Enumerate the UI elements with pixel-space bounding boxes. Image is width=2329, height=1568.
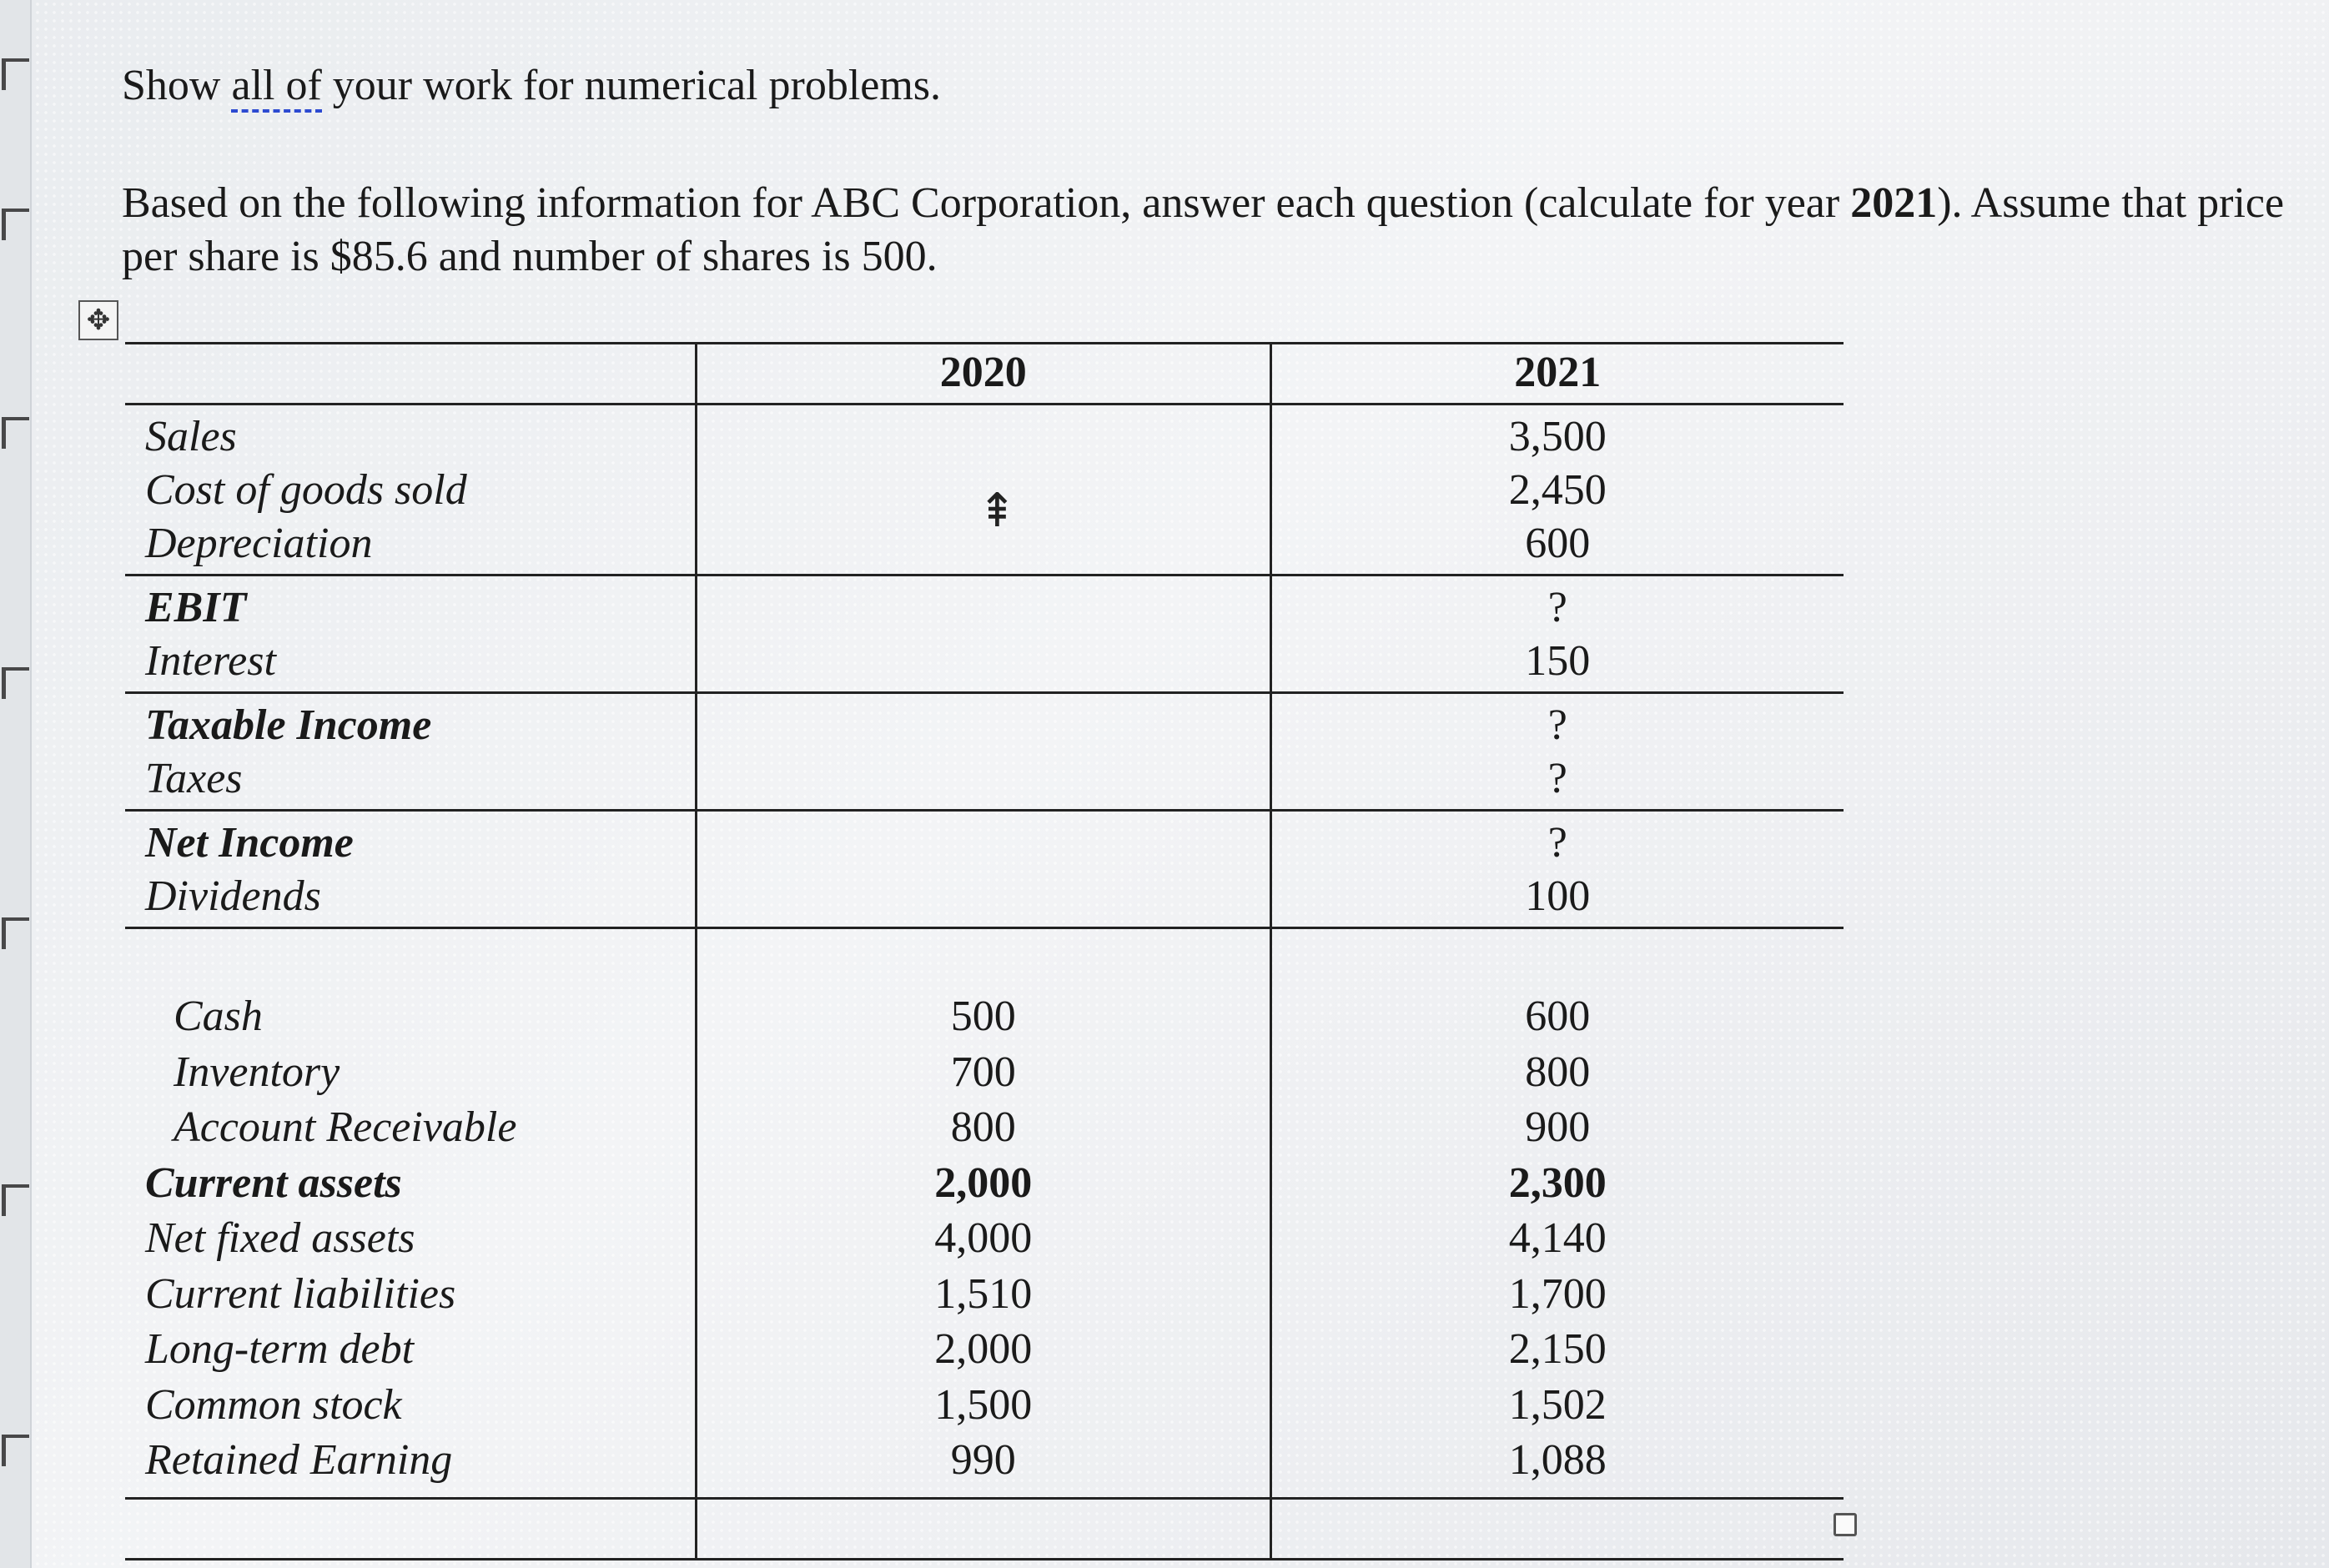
income-group-row <box>125 693 1844 811</box>
row-label: Sales <box>145 413 237 460</box>
balance-sheet-row <box>125 928 1844 1499</box>
row-label: Cost of goods sold <box>145 466 467 514</box>
balance-row-label: Account Receivable <box>174 1103 517 1151</box>
value-2020 <box>697 817 1269 870</box>
row-label: EBIT <box>145 584 247 631</box>
balance-value-2021: 600 <box>1525 993 1591 1040</box>
balance-row-label: Inventory <box>174 1048 340 1096</box>
value-2020 <box>697 752 1269 806</box>
balance-row-label: Common stock <box>145 1380 402 1429</box>
balance-value-2020: 500 <box>950 993 1016 1040</box>
label-cell[interactable] <box>125 693 697 811</box>
balance-value-2020: 1,510 <box>934 1269 1033 1318</box>
balance-sheet-section <box>125 928 1844 1499</box>
balance-value-2021: 1,502 <box>1508 1380 1607 1429</box>
balance-row-label: Current assets <box>145 1158 402 1207</box>
row-label: Interest <box>145 637 276 685</box>
value-2021: 150 <box>1525 637 1591 685</box>
value-cell-2021[interactable] <box>1270 811 1844 928</box>
row-label: Taxes <box>145 755 243 802</box>
empty-trailing-row <box>125 1498 1844 1559</box>
value-cell-2021[interactable] <box>1270 575 1844 693</box>
balance-value-2020: 800 <box>950 1103 1016 1151</box>
balance-value-2020: 1,500 <box>934 1380 1033 1429</box>
instruction-text: Show all of your work for numerical problems. <box>122 60 941 112</box>
label-cell[interactable] <box>125 575 697 693</box>
row-label: Net Income <box>145 819 354 867</box>
income-group-row <box>125 811 1844 928</box>
value-2021: ? <box>1547 701 1567 749</box>
table-header-row <box>125 344 1844 405</box>
value-2020 <box>697 635 1269 688</box>
balance-row-label: Net fixed assets <box>145 1214 415 1262</box>
balance-row-label: Current liabilities <box>145 1269 456 1318</box>
balance-label-cell[interactable] <box>125 928 697 1499</box>
value-2021: ? <box>1547 755 1567 802</box>
value-2021: ? <box>1547 584 1567 631</box>
value-cell-2021[interactable] <box>1270 405 1844 575</box>
value-2021: ? <box>1547 819 1567 867</box>
income-statement-section <box>125 405 1844 928</box>
row-label: Dividends <box>145 872 321 920</box>
adjacent-window-edge <box>0 0 32 1568</box>
row-label: Depreciation <box>145 520 373 567</box>
value-2020 <box>697 870 1269 923</box>
value-2021: 3,500 <box>1508 413 1607 460</box>
balance-value-cell-2021[interactable] <box>1270 928 1844 1499</box>
value-cell-2020[interactable] <box>697 693 1270 811</box>
balance-value-2021: 900 <box>1525 1103 1591 1151</box>
cell-cursor-icon: ⇞ <box>978 484 1017 538</box>
balance-value-cell-2020[interactable] <box>697 928 1270 1499</box>
row-label: Taxable Income <box>145 701 432 749</box>
label-cell[interactable] <box>125 405 697 575</box>
income-group-row <box>125 575 1844 693</box>
value-cell-2020[interactable] <box>697 811 1270 928</box>
value-2021: 2,450 <box>1508 466 1607 514</box>
balance-value-2021: 2,300 <box>1508 1158 1607 1207</box>
balance-value-2020: 2,000 <box>934 1325 1033 1373</box>
value-cell-2020[interactable] <box>697 575 1270 693</box>
balance-value-2020: 700 <box>950 1048 1016 1096</box>
balance-value-2021: 4,140 <box>1508 1214 1607 1262</box>
label-cell[interactable] <box>125 811 697 928</box>
question-prompt: Based on the following information for ABC Corporation, answer each question (calculate for year 2021). Assume that price per share is $85.6 and number of shares is 500. <box>122 179 2285 280</box>
value-2020 <box>697 699 1269 752</box>
spellcheck-underline: all of <box>231 62 321 113</box>
balance-value-2021: 2,150 <box>1508 1325 1607 1373</box>
table-resize-handle-icon[interactable] <box>1834 1513 1857 1536</box>
value-2021: 100 <box>1525 872 1591 920</box>
balance-value-2021: 1,700 <box>1508 1269 1607 1318</box>
balance-row-label: Retained Earning <box>145 1436 453 1484</box>
table-move-handle-icon[interactable]: ✥ <box>78 300 118 340</box>
value-cell-2021[interactable] <box>1270 693 1844 811</box>
value-2020 <box>697 410 1269 464</box>
value-2021: 600 <box>1525 520 1591 567</box>
header-year-2021: 2021 <box>1270 344 1844 405</box>
balance-value-2021: 800 <box>1525 1048 1591 1096</box>
balance-row-label: Cash <box>174 993 263 1040</box>
balance-value-2021: 1,088 <box>1508 1436 1607 1484</box>
value-2020 <box>697 581 1269 635</box>
balance-value-2020: 4,000 <box>934 1214 1033 1262</box>
balance-row-label: Long-term debt <box>145 1325 415 1373</box>
header-label-column <box>125 344 697 405</box>
balance-value-2020: 990 <box>950 1436 1016 1484</box>
balance-value-2020: 2,000 <box>934 1158 1033 1207</box>
header-year-2020: 2020 <box>697 344 1270 405</box>
